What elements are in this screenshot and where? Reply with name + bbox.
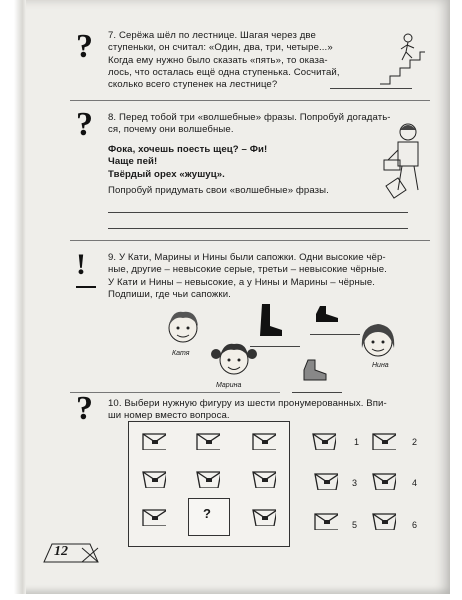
option-bag-figure-icon bbox=[310, 428, 336, 450]
option-number: 3 bbox=[352, 478, 358, 488]
option-bag-figure-icon bbox=[370, 508, 396, 530]
task-9-line: У Кати и Нины – невысокие, а у Нины и Марины – чёрные. bbox=[108, 276, 376, 288]
missing-figure-question: ? bbox=[203, 506, 212, 521]
short-black-boot-icon bbox=[310, 304, 342, 324]
task-7 bbox=[108, 30, 408, 91]
exclamation-icon: ! bbox=[76, 248, 86, 281]
answer-line[interactable] bbox=[310, 334, 360, 335]
question-mark-icon: ? bbox=[76, 28, 93, 65]
option-number: 2 bbox=[412, 437, 418, 447]
boy-writing-illustration bbox=[382, 120, 428, 200]
question-mark-icon: ? bbox=[76, 390, 93, 427]
answer-line[interactable] bbox=[330, 88, 412, 89]
option-number: 6 bbox=[412, 520, 418, 530]
task-8-line: 8. Перед тобой три «волшебные» фразы. Попробуй догадать- bbox=[108, 112, 391, 123]
divider bbox=[70, 100, 430, 101]
nina-label: Нина bbox=[372, 362, 389, 369]
bag-figure-icon bbox=[140, 466, 166, 488]
magic-phrase: Чаще пей! bbox=[108, 156, 158, 168]
task-8 bbox=[108, 112, 418, 137]
task-9-line: 9. У Кати, Марины и Нины были сапожки. Одни высокие чёр- bbox=[108, 252, 386, 263]
magic-phrase: Фока, хочешь поесть щец? – Фи! bbox=[108, 144, 268, 155]
task-7-line: лось, что осталась ещё одна ступенька. Сосчитай, bbox=[108, 66, 340, 78]
exclamation-underline-icon bbox=[74, 282, 98, 292]
task-8-instruction: Попробуй придумать свои «волшебные» фразы. bbox=[108, 185, 329, 196]
option-bag-figure-icon bbox=[370, 468, 396, 490]
magic-phrases bbox=[108, 144, 368, 181]
option-number: 5 bbox=[352, 520, 358, 530]
nina-face-illustration bbox=[356, 318, 402, 364]
bag-figure-icon bbox=[250, 428, 276, 450]
option-number: 4 bbox=[412, 478, 418, 488]
page-number bbox=[42, 540, 100, 566]
marina-label: Марина bbox=[216, 382, 242, 389]
magic-phrase: Твёрдый орех «жушуц». bbox=[108, 168, 225, 180]
bag-figure-icon bbox=[250, 466, 276, 488]
tall-black-boot-icon bbox=[256, 302, 286, 338]
katya-label: Катя bbox=[172, 350, 190, 357]
bag-figure-icon bbox=[194, 428, 220, 450]
task-10-line: ши номер вместо вопроса. bbox=[108, 410, 230, 422]
bag-figure-icon bbox=[194, 466, 220, 488]
answer-line[interactable] bbox=[108, 228, 408, 229]
task-10 bbox=[108, 398, 428, 423]
task-8-line: ся, почему они волшебные. bbox=[108, 124, 234, 136]
answer-line[interactable] bbox=[250, 346, 300, 347]
katya-face-illustration bbox=[162, 306, 204, 350]
task-7-line: 7. Серёжа шёл по лестнице. Шагая через две bbox=[108, 30, 316, 41]
option-bag-figure-icon bbox=[312, 468, 338, 490]
task-7-line: Когда ему нужно было сказать «пять», то оказа- bbox=[108, 54, 328, 66]
marina-face-illustration bbox=[210, 338, 258, 384]
task-7-line: ступеньки, он считал: «Один, два, три, четыре...» bbox=[108, 42, 333, 54]
bag-figure-icon bbox=[250, 504, 276, 526]
task-9 bbox=[108, 252, 428, 301]
question-mark-icon: ? bbox=[76, 106, 93, 143]
bag-figure-icon bbox=[140, 428, 166, 450]
task-10-line: 10. Выбери нужную фигуру из шести пронумерованных. Впи- bbox=[108, 398, 387, 409]
option-bag-figure-icon bbox=[370, 428, 396, 450]
answer-line[interactable] bbox=[108, 212, 408, 213]
short-grey-boot-icon bbox=[300, 358, 330, 384]
page-number-text: 12 bbox=[54, 544, 68, 559]
option-number: 1 bbox=[354, 437, 360, 447]
option-bag-figure-icon bbox=[312, 508, 338, 530]
task-7-line: сколько всего ступенек на лестнице? bbox=[108, 79, 278, 91]
divider bbox=[70, 240, 430, 241]
staircase-boy-illustration bbox=[378, 28, 426, 86]
task-9-line: ные, другие – невысокие серые, третьи – невысокие чёрные. bbox=[108, 264, 387, 276]
divider bbox=[70, 392, 280, 393]
task-9-line: Подпиши, где чьи сапожки. bbox=[108, 288, 231, 300]
bag-figure-icon bbox=[140, 504, 166, 526]
answer-line[interactable] bbox=[292, 392, 342, 393]
